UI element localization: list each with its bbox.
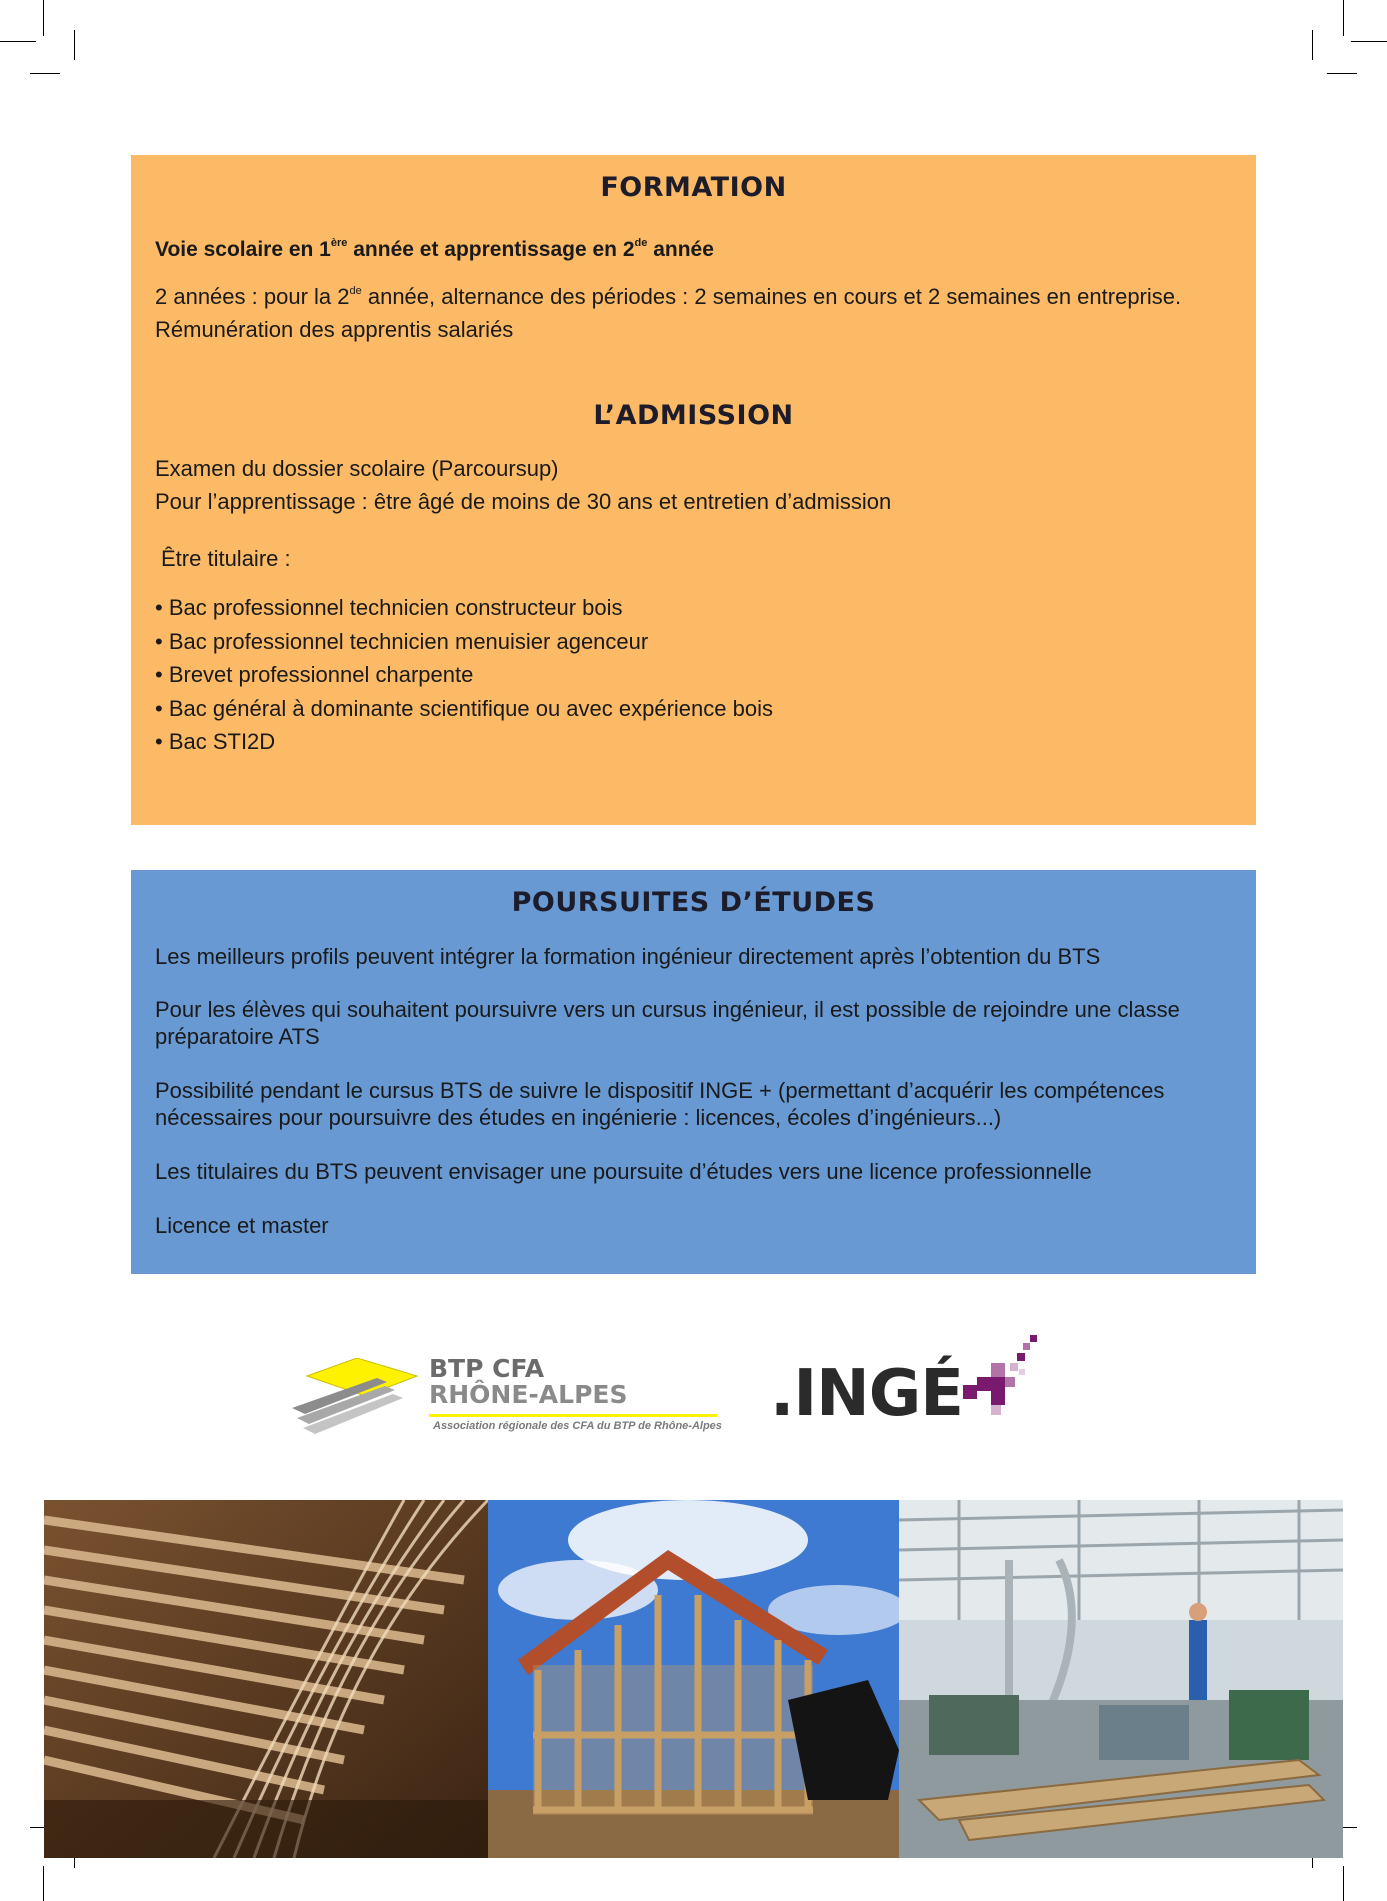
admission-line2: Pour l’apprentissage : être âgé de moins de 30 ans et entretien d’admission	[155, 489, 892, 514]
list-item: • Brevet professionnel charpente	[155, 662, 474, 687]
crop-mark	[1343, 1866, 1344, 1901]
formation-title: FORMATION	[600, 172, 787, 203]
crop-mark	[0, 41, 36, 42]
poursuites-paragraph: Pour les élèves qui souhaitent poursuivre vers un cursus ingénieur, il est possible de rejoindre une classe préparatoire ATS	[155, 997, 1180, 1049]
btp-cfa-rule	[429, 1414, 717, 1417]
list-item: • Bac général à dominante scientifique ou avec expérience bois	[155, 695, 773, 721]
poursuites-panel	[131, 870, 1256, 1274]
spiral-staircase-photo	[44, 1500, 488, 1858]
poursuites-paragraph: Possibilité pendant le cursus BTS de suivre le dispositif INGE + (permettant d’acquérir les compétences nécessaires pour poursuivre des études en ingénierie : licences, écoles d’ingénieurs...)	[155, 1078, 1165, 1130]
btp-cfa-logo	[287, 1352, 722, 1442]
woodworking-workshop-image	[899, 1500, 1343, 1858]
btp-cfa-logo-mark	[287, 1358, 427, 1438]
list-item: • Bac professionnel technicien menuisier agenceur	[155, 628, 649, 654]
btp-cfa-tagline: Association régionale des CFA du BTP de Rhône-Alpes	[433, 1420, 722, 1432]
admission-line1: Examen du dossier scolaire (Parcoursup)	[155, 456, 559, 481]
crop-mark	[1327, 73, 1357, 74]
poursuites-title: POURSUITES D’ÉTUDES	[511, 887, 876, 918]
admission-titulaire: Être titulaire :	[161, 546, 291, 571]
timber-frame-house-photo	[488, 1500, 899, 1858]
crop-mark	[1312, 30, 1313, 60]
formation-admission-panel	[131, 155, 1256, 825]
list-item: • Bac STI2D	[155, 729, 276, 754]
poursuites-paragraph: Licence et master	[155, 1213, 329, 1238]
crop-mark	[74, 30, 75, 60]
admission-list	[155, 591, 1232, 759]
admission-title: L’ADMISSION	[593, 400, 794, 431]
poursuites-paragraph: Les titulaires du BTS peuvent envisager une poursuite d’études vers une licence professionnelle	[155, 1159, 1092, 1184]
list-item: • Bac professionnel technicien constructeur bois	[155, 595, 623, 620]
woodworking-workshop-photo	[899, 1500, 1343, 1858]
plus-icon	[955, 1335, 1045, 1430]
formation-line2: Rémunération des apprentis salariés	[155, 317, 514, 342]
btp-cfa-name: BTP CFA RHÔNE-ALPES	[429, 1354, 628, 1409]
inge-plus-wordmark: .INGÉ	[770, 1357, 963, 1431]
crop-mark	[1343, 0, 1344, 36]
crop-mark	[43, 0, 44, 36]
timber-frame-house-image	[488, 1500, 899, 1858]
crop-mark	[1351, 41, 1387, 42]
poursuites-paragraph: Les meilleurs profils peuvent intégrer la formation ingénieur directement après l’obtention du BTS	[155, 944, 1101, 969]
spiral-staircase-image	[44, 1500, 488, 1858]
formation-line1: 2 années : pour la 2de année, alternance des périodes : 2 semaines en cours et 2 semaines en entreprise.	[155, 284, 1182, 309]
formation-voie: Voie scolaire en 1ère année et apprentissage en 2de année	[155, 237, 714, 261]
crop-mark	[43, 1866, 44, 1901]
crop-mark	[30, 73, 60, 74]
inge-plus-logo	[770, 1335, 1050, 1430]
